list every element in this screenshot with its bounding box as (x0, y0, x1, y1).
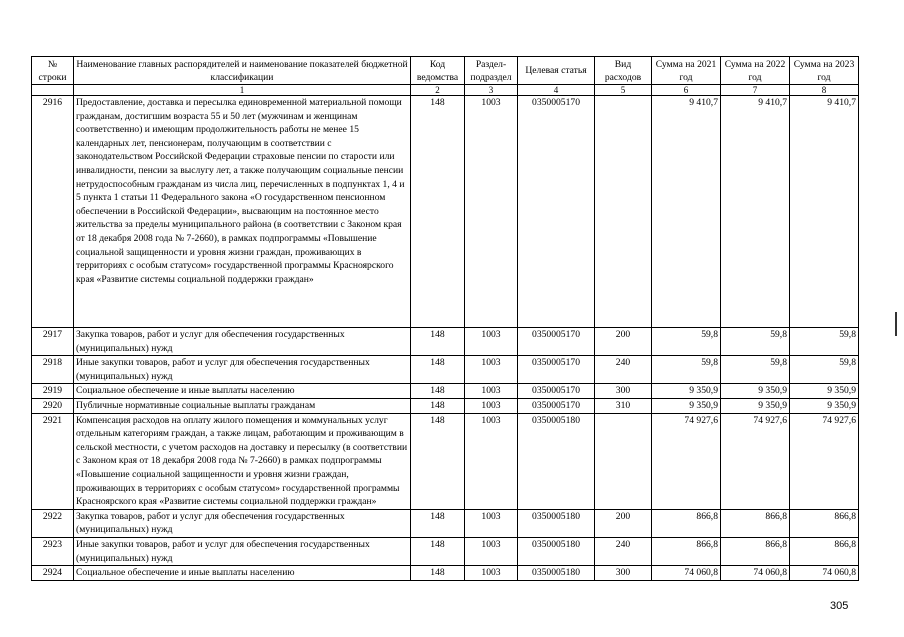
row-sum-2022: 74 927,6 (721, 413, 790, 509)
row-sum-2021: 9 410,7 (652, 96, 721, 328)
row-sum-2023: 866,8 (790, 537, 859, 565)
row-sum-2023: 59,8 (790, 356, 859, 384)
header-dept-code: Код ведомства (411, 57, 465, 85)
table-row (32, 356, 859, 384)
row-expense-type (595, 413, 652, 509)
row-expense-type: 200 (595, 328, 652, 356)
column-number: 8 (790, 85, 859, 96)
row-target: 0350005180 (518, 566, 595, 581)
row-expense-type: 300 (595, 384, 652, 399)
row-sum-2023: 74 060,8 (790, 566, 859, 581)
row-sum-2021: 9 350,9 (652, 384, 721, 399)
header-sum-2021: Сумма на 2021 год (652, 57, 721, 85)
row-dept-code: 148 (411, 96, 465, 328)
row-sum-2022: 9 350,9 (721, 398, 790, 413)
row-sum-2022: 866,8 (721, 509, 790, 537)
row-sum-2022: 866,8 (721, 537, 790, 565)
table-row (32, 384, 859, 399)
row-sum-2021: 59,8 (652, 328, 721, 356)
row-expense-type: 310 (595, 398, 652, 413)
row-section: 1003 (465, 509, 518, 537)
row-number: 2920 (32, 398, 74, 413)
row-dept-code: 148 (411, 566, 465, 581)
row-number: 2919 (32, 384, 74, 399)
row-expense-type: 240 (595, 537, 652, 565)
row-sum-2023: 9 350,9 (790, 384, 859, 399)
row-target: 0350005180 (518, 413, 595, 509)
row-number: 2922 (32, 509, 74, 537)
row-sum-2023: 9 410,7 (790, 96, 859, 328)
row-sum-2021: 74 060,8 (652, 566, 721, 581)
row-dept-code: 148 (411, 413, 465, 509)
row-section: 1003 (465, 537, 518, 565)
column-number: 3 (465, 85, 518, 96)
row-target: 0350005170 (518, 384, 595, 399)
row-dept-code: 148 (411, 384, 465, 399)
row-dept-code: 148 (411, 398, 465, 413)
row-target: 0350005170 (518, 356, 595, 384)
row-section: 1003 (465, 328, 518, 356)
row-sum-2022: 59,8 (721, 328, 790, 356)
row-sum-2023: 9 350,9 (790, 398, 859, 413)
row-sum-2021: 74 927,6 (652, 413, 721, 509)
row-section: 1003 (465, 566, 518, 581)
row-target: 0350005170 (518, 398, 595, 413)
row-target: 0350005180 (518, 509, 595, 537)
row-number: 2918 (32, 356, 74, 384)
header-section: Раздел-подраздел (465, 57, 518, 85)
column-number (32, 85, 74, 96)
table-row (32, 96, 859, 328)
row-expense-type: 240 (595, 356, 652, 384)
row-sum-2021: 9 350,9 (652, 398, 721, 413)
row-dept-code: 148 (411, 537, 465, 565)
row-number: 2917 (32, 328, 74, 356)
row-section: 1003 (465, 398, 518, 413)
table-row (32, 398, 859, 413)
row-expense-type: 300 (595, 566, 652, 581)
row-expense-type: 200 (595, 509, 652, 537)
header-row (32, 57, 859, 85)
row-sum-2023: 866,8 (790, 509, 859, 537)
header-name: Наименование главных распорядителей и наименование показателей бюджетной классификации (74, 57, 411, 85)
table-row (32, 509, 859, 537)
row-sum-2023: 59,8 (790, 328, 859, 356)
column-number: 5 (595, 85, 652, 96)
row-target: 0350005170 (518, 328, 595, 356)
column-number: 1 (74, 85, 411, 96)
header-sum-2022: Сумма на 2022 год (721, 57, 790, 85)
scan-margin-mark (895, 312, 897, 336)
row-number: 2916 (32, 96, 74, 328)
row-name: Компенсация расходов на оплату жилого помещения и коммунальных услуг отдельным категориям граждан, а также лицам, работающим и проживающим в сельской местности, с учетом расходов на доставку и пересылку (в соответствии с Законом края от 18 декабря 2008 года № 7-2660) в рамках подпрограммы «Повышение социальной защищенности и уровня жизни граждан, проживающих в территориях с особым статусом» государственной программы Красноярского края «Развитие системы социальной поддержки граждан» (74, 413, 411, 509)
header-sum-2023: Сумма на 2023 год (790, 57, 859, 85)
row-name: Закупка товаров, работ и услуг для обеспечения государственных (муниципальных) нужд (74, 328, 411, 356)
column-number: 7 (721, 85, 790, 96)
row-expense-type (595, 96, 652, 328)
row-name: Публичные нормативные социальные выплаты гражданам (74, 398, 411, 413)
row-sum-2022: 9 350,9 (721, 384, 790, 399)
row-dept-code: 148 (411, 509, 465, 537)
row-number: 2923 (32, 537, 74, 565)
table-row (32, 413, 859, 509)
row-sum-2022: 74 060,8 (721, 566, 790, 581)
row-number: 2921 (32, 413, 74, 509)
row-section: 1003 (465, 384, 518, 399)
row-section: 1003 (465, 356, 518, 384)
column-number: 4 (518, 85, 595, 96)
row-sum-2021: 866,8 (652, 537, 721, 565)
row-name: Иные закупки товаров, работ и услуг для обеспечения государственных (муниципальных) нужд (74, 537, 411, 565)
table-row (32, 537, 859, 565)
row-section: 1003 (465, 413, 518, 509)
row-dept-code: 148 (411, 356, 465, 384)
column-number: 6 (652, 85, 721, 96)
page-number: 305 (830, 600, 849, 612)
row-number: 2924 (32, 566, 74, 581)
column-number-row (32, 85, 859, 96)
table-row (32, 328, 859, 356)
row-target: 0350005170 (518, 96, 595, 328)
row-name: Предоставление, доставка и пересылка единовременной материальной помощи гражданам, достигшим возраста 55 и 50 лет (мужчинам и женщинам соответственно) и имеющим продолжительность работы не менее 15 календарных лет, пенсионерам, получающим в соответствии с законодательством Российской Федерации страховые пенсии по старости или инвалидности, пенсии за выслугу лет, а также получающим социальные пенсии нетрудоспособным гражданам из числа лиц, перечисленных в подпунктах 1, 4 и 5 пункта 1 статьи 11 Федерального закона «О государственном пенсионном обеспечении в Российской Федерации», высвающим на постоянное место жительства за пределы муниципального района (в соответствии с Законом края от 18 декабря 2008 года № 7-2660), в рамках подпрограммы «Повышение социальной защищенности и уровня жизни граждан, проживающих в территориях с особым статусом» государственной программы Красноярского края «Развитие системы социальной поддержки граждан» (74, 96, 411, 328)
row-name: Социальное обеспечение и иные выплаты населению (74, 384, 411, 399)
row-sum-2022: 9 410,7 (721, 96, 790, 328)
header-expense-type: Вид расходов (595, 57, 652, 85)
row-sum-2022: 59,8 (721, 356, 790, 384)
row-name: Иные закупки товаров, работ и услуг для обеспечения государственных (муниципальных) нужд (74, 356, 411, 384)
row-sum-2021: 59,8 (652, 356, 721, 384)
column-number: 2 (411, 85, 465, 96)
table-row (32, 566, 859, 581)
row-name: Закупка товаров, работ и услуг для обеспечения государственных (муниципальных) нужд (74, 509, 411, 537)
row-target: 0350005180 (518, 537, 595, 565)
budget-table (31, 56, 859, 581)
header-row-no: № строки (32, 57, 74, 85)
row-dept-code: 148 (411, 328, 465, 356)
row-section: 1003 (465, 96, 518, 328)
row-sum-2021: 866,8 (652, 509, 721, 537)
row-name: Социальное обеспечение и иные выплаты населению (74, 566, 411, 581)
row-sum-2023: 74 927,6 (790, 413, 859, 509)
header-target: Целевая статья (518, 57, 595, 85)
